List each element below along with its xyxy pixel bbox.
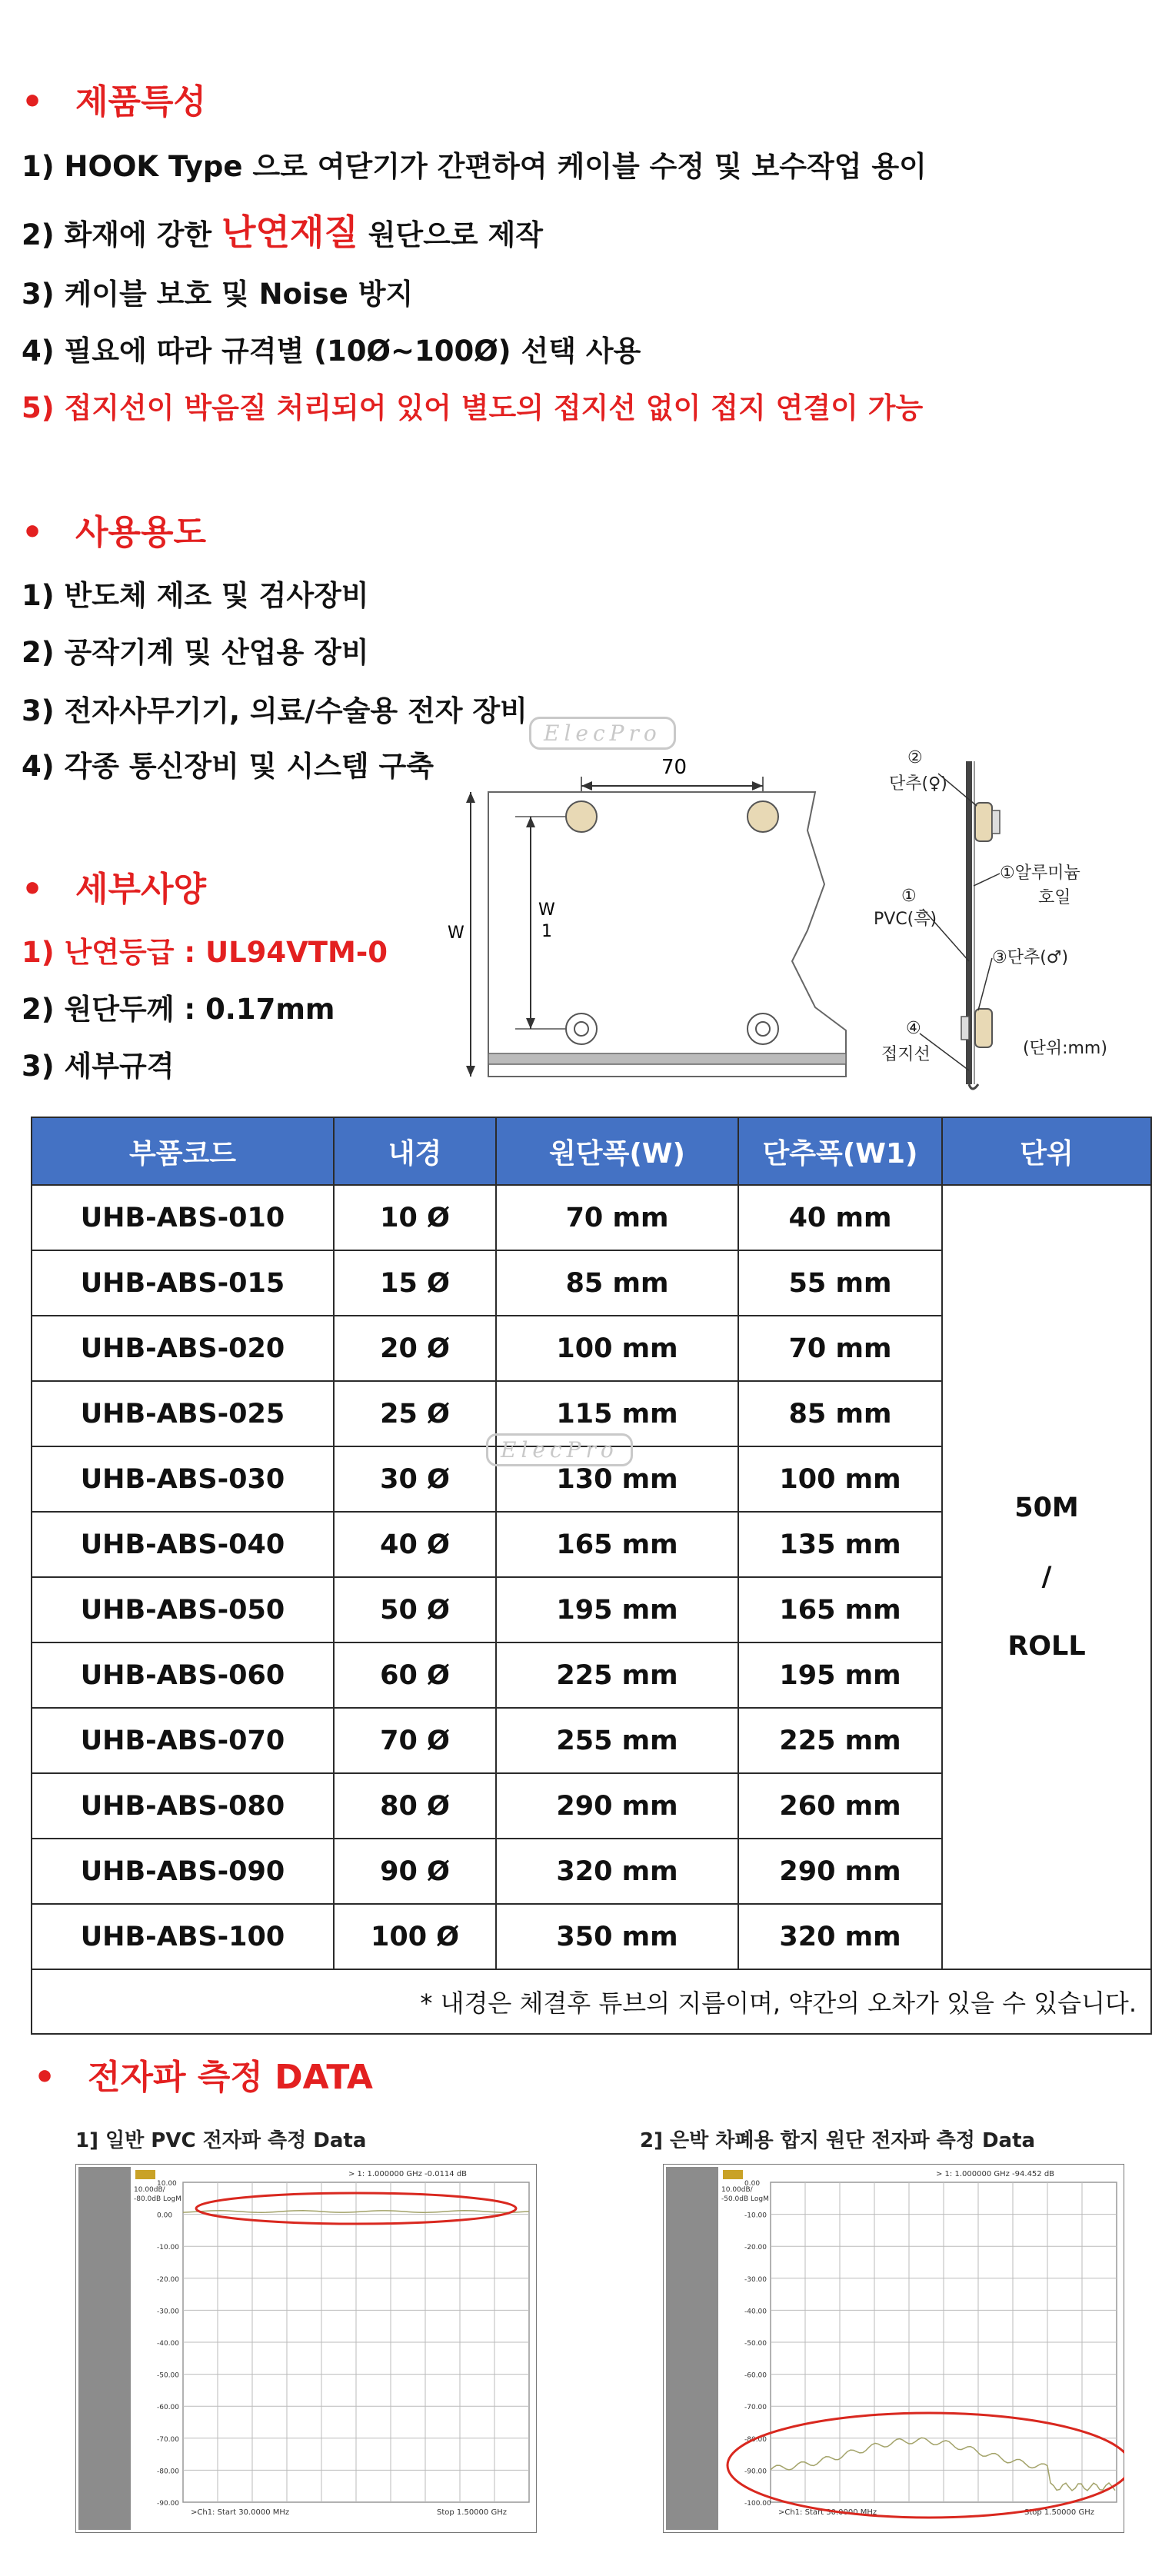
chart2-caption: 2] 은박 차폐용 합지 원단 전자파 측정 Data — [640, 2129, 1036, 2152]
trace-badge — [135, 2170, 155, 2179]
spec-item-1: 1) 난연등급 : UL94VTM-0 — [22, 936, 388, 969]
y-tick-label: 0.00 — [157, 2212, 173, 2220]
svg-text:③단추(♂): ③단추(♂) — [992, 948, 1069, 967]
y-tick-label: -60.00 — [744, 2371, 767, 2380]
cell-code: UHB-ABS-100 — [32, 1904, 334, 1969]
chart1-caption: 1] 일반 PVC 전자파 측정 Data — [75, 2129, 367, 2152]
highlight-flame-retardant: 난연재질 — [221, 211, 358, 253]
cell-diameter: 50 Ø — [334, 1577, 496, 1642]
marker-readout: > 1: 1.000000 GHz -0.0114 dB — [348, 2170, 468, 2178]
y-tick-label: -70.00 — [744, 2404, 767, 2412]
dim-70-label: 70 — [661, 756, 688, 779]
cell-diameter: 30 Ø — [334, 1446, 496, 1512]
chart-side-panel — [666, 2167, 718, 2530]
cell-snap-width: 85 mm — [738, 1381, 942, 1446]
usage-item-1: 1) 반도체 제조 및 검사장비 — [22, 579, 369, 612]
table-watermark-logo: ElecPro — [486, 1433, 633, 1466]
cell-code: UHB-ABS-050 — [32, 1577, 334, 1642]
cell-code: UHB-ABS-070 — [32, 1708, 334, 1773]
y-tick-label: -60.00 — [157, 2404, 180, 2412]
cell-diameter: 90 Ø — [334, 1839, 496, 1904]
svg-text:호일: 호일 — [1038, 888, 1071, 907]
cell-width: 115 mm — [496, 1381, 738, 1446]
col-header-unit: 단위 — [942, 1117, 1151, 1185]
cell-diameter: 20 Ø — [334, 1316, 496, 1381]
cell-diameter: 60 Ø — [334, 1642, 496, 1708]
unit-line: ROLL — [1007, 1631, 1086, 1662]
cell-code: UHB-ABS-030 — [32, 1446, 334, 1512]
cell-width: 290 mm — [496, 1773, 738, 1839]
emi-title: • 전자파 측정 DATA — [34, 2058, 373, 2097]
trace-badge — [723, 2170, 743, 2179]
emi-chart-pvc — [75, 2164, 537, 2533]
y-tick-label: -20.00 — [744, 2244, 767, 2252]
marker-readout: > 1: 1.000000 GHz -94.452 dB — [936, 2170, 1055, 2178]
cell-width: 195 mm — [496, 1577, 738, 1642]
svg-text:①: ① — [901, 887, 917, 906]
table-header-row — [32, 1117, 1151, 1185]
cell-width: 130 mm — [496, 1446, 738, 1512]
cell-code: UHB-ABS-090 — [32, 1839, 334, 1904]
y-tick-label: -40.00 — [157, 2340, 180, 2348]
col-header-code: 부품코드 — [32, 1117, 334, 1185]
start-label: >Ch1: Start 30.0000 MHz — [191, 2508, 290, 2517]
spec-item-2: 2) 원단두께 : 0.17mm — [22, 993, 335, 1026]
y-tick-label: -20.00 — [157, 2275, 180, 2284]
spec-table — [31, 1117, 1152, 2035]
cell-width: 255 mm — [496, 1708, 738, 1773]
cell-code: UHB-ABS-020 — [32, 1316, 334, 1381]
cell-snap-width: 225 mm — [738, 1708, 942, 1773]
svg-text:PVC(흑): PVC(흑) — [874, 910, 937, 929]
product-diagram — [431, 715, 1152, 1092]
cell-diameter: 100 Ø — [334, 1904, 496, 1969]
y-tick-label: -80.00 — [157, 2468, 180, 2476]
cell-diameter: 10 Ø — [334, 1185, 496, 1250]
cell-width: 70 mm — [496, 1185, 738, 1250]
svg-text:(단위:mm): (단위:mm) — [1023, 1039, 1107, 1058]
svg-text:접지선: 접지선 — [881, 1045, 931, 1064]
emi-chart-shielded — [663, 2164, 1124, 2533]
cell-width: 225 mm — [496, 1642, 738, 1708]
cell-snap-width: 55 mm — [738, 1250, 942, 1316]
usage-item-4: 4) 각종 통신장비 및 시스템 구축 — [22, 750, 434, 783]
cell-code: UHB-ABS-040 — [32, 1512, 334, 1577]
cell-snap-width: 70 mm — [738, 1316, 942, 1381]
scale-label: 10.00dB/ — [721, 2186, 753, 2194]
specs-title: • 세부사양 — [22, 870, 207, 909]
feature-item-5: 5) 접지선이 박음질 처리되어 있어 별도의 접지선 없이 접지 연결이 가능 — [22, 391, 924, 424]
features-title: • 제품특성 — [22, 82, 207, 121]
scale-label: -50.0dB LogM — [721, 2195, 769, 2203]
cell-snap-width: 135 mm — [738, 1512, 942, 1577]
y-tick-label: -70.00 — [157, 2435, 180, 2444]
cell-width: 85 mm — [496, 1250, 738, 1316]
svg-text:단추(♀): 단추(♀) — [889, 774, 947, 794]
svg-text:①알루미늄: ①알루미늄 — [1000, 864, 1080, 883]
cell-snap-width: 165 mm — [738, 1577, 942, 1642]
cell-diameter: 25 Ø — [334, 1381, 496, 1446]
cell-snap-width: 40 mm — [738, 1185, 942, 1250]
col-header-snap-width: 단추폭(W1) — [738, 1117, 942, 1185]
scale-label: 10.00dB/ — [134, 2186, 165, 2194]
cell-width: 350 mm — [496, 1904, 738, 1969]
dim-w-label: W — [448, 924, 464, 943]
svg-text:1: 1 — [541, 922, 552, 941]
cell-diameter: 15 Ø — [334, 1250, 496, 1316]
cell-code: UHB-ABS-015 — [32, 1250, 334, 1316]
usage-item-2: 2) 공작기계 및 산업용 장비 — [22, 636, 369, 669]
svg-text:②: ② — [907, 748, 923, 767]
y-tick-label: -40.00 — [744, 2308, 767, 2316]
cell-code: UHB-ABS-025 — [32, 1381, 334, 1446]
cell-width: 100 mm — [496, 1316, 738, 1381]
cell-snap-width: 100 mm — [738, 1446, 942, 1512]
cell-code: UHB-ABS-060 — [32, 1642, 334, 1708]
cell-snap-width: 260 mm — [738, 1773, 942, 1839]
table-note: * 내경은 체결후 튜브의 지름이며, 약간의 오차가 있을 수 있습니다. — [32, 1969, 1151, 2034]
cell-diameter: 70 Ø — [334, 1708, 496, 1773]
feature-item-3: 3) 케이블 보호 및 Noise 방지 — [22, 278, 414, 311]
cell-unit — [942, 1185, 1151, 1969]
y-tick-label: -90.00 — [744, 2468, 767, 2476]
svg-text:④: ④ — [906, 1019, 921, 1038]
watermark-logo: ElecPro — [529, 717, 676, 750]
usage-title: • 사용용도 — [22, 513, 207, 552]
table-row — [32, 1185, 1151, 1250]
cell-width: 165 mm — [496, 1512, 738, 1577]
y-tick-label: -30.00 — [157, 2308, 180, 2316]
chart-side-panel — [78, 2167, 131, 2530]
start-label: >Ch1: Start 30.0000 MHz — [778, 2508, 877, 2517]
y-tick-label: -30.00 — [744, 2275, 767, 2284]
cell-code: UHB-ABS-010 — [32, 1185, 334, 1250]
y-tick-label: 0.00 — [744, 2180, 761, 2188]
stop-label: Stop 1.50000 GHz — [437, 2508, 507, 2517]
y-tick-label: -100.00 — [744, 2500, 771, 2508]
cell-diameter: 80 Ø — [334, 1773, 496, 1839]
cell-diameter: 40 Ø — [334, 1512, 496, 1577]
usage-item-3: 3) 전자사무기기, 의료/수술용 전자 장비 — [22, 694, 528, 727]
svg-text:W: W — [538, 900, 555, 920]
unit-line: / — [1041, 1562, 1052, 1593]
cell-snap-width: 320 mm — [738, 1904, 942, 1969]
feature-item-1: 1) HOOK Type 으로 여닫기가 간편하여 케이블 수정 및 보수작업 용이 — [22, 150, 927, 183]
cell-snap-width: 290 mm — [738, 1839, 942, 1904]
spec-item-3: 3) 세부규격 — [22, 1050, 175, 1083]
y-tick-label: -50.00 — [744, 2340, 767, 2348]
y-tick-label: -10.00 — [744, 2212, 767, 2220]
feature-item-2: 2) 화재에 강한 난연재질 원단으로 제작 — [22, 211, 543, 253]
y-tick-label: -80.00 — [744, 2435, 767, 2444]
y-tick-label: -90.00 — [157, 2500, 180, 2508]
feature-item-4: 4) 필요에 따라 규격별 (10Ø~100Ø) 선택 사용 — [22, 334, 641, 368]
cell-code: UHB-ABS-080 — [32, 1773, 334, 1839]
scale-label: -80.0dB LogM — [134, 2195, 181, 2203]
cell-snap-width: 195 mm — [738, 1642, 942, 1708]
cell-width: 320 mm — [496, 1839, 738, 1904]
y-tick-label: 10.00 — [157, 2180, 177, 2188]
col-header-diameter: 내경 — [334, 1117, 496, 1185]
stop-label: Stop 1.50000 GHz — [1024, 2508, 1094, 2517]
y-tick-label: -50.00 — [157, 2371, 180, 2380]
y-tick-label: -10.00 — [157, 2244, 180, 2252]
col-header-width: 원단폭(W) — [496, 1117, 738, 1185]
unit-line: 50M — [1014, 1493, 1079, 1523]
